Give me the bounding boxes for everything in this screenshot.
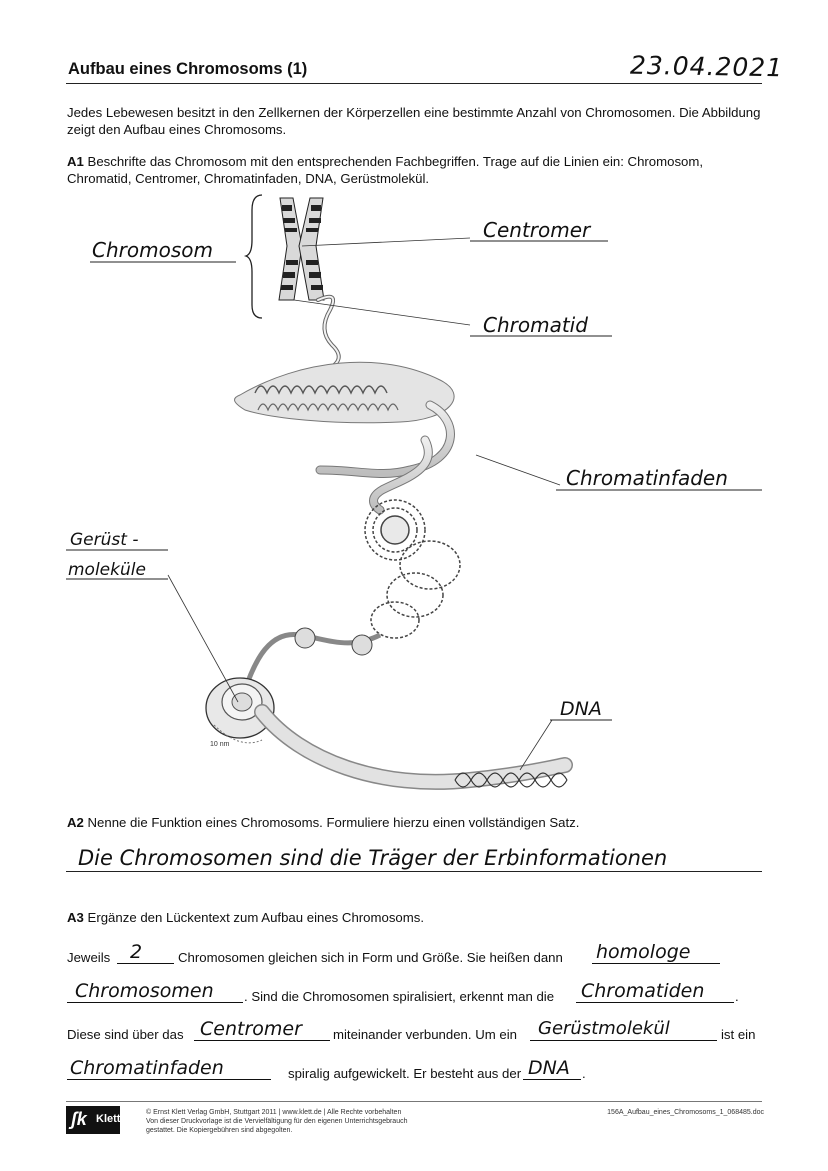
a3-l4-t2: . [582,1066,586,1081]
a2-answer: Die Chromosomen sind die Träger der Erbinformationen [78,846,668,870]
a3-l2-t2: . [735,989,739,1004]
label-chromatinfaden: Chromatinfaden [566,466,728,490]
a3-answer-8: DNA [528,1057,570,1079]
a3-blank-4[interactable] [576,1002,734,1003]
a3-blank-2[interactable] [592,963,720,964]
footer-filename: 156A_Aufbau_eines_Chromosoms_1_068485.doc [607,1109,764,1116]
a3-l4-t1: spiralig aufgewickelt. Er besteht aus der [288,1066,522,1081]
a3-answer-3: Chromosomen [75,980,214,1002]
label-geruest-2: moleküle [68,560,146,580]
a3-l2-t1: . Sind die Chromosomen spiralisiert, erkennt man die [244,989,555,1004]
task-a3 [67,909,767,926]
a3-blank-7[interactable] [67,1079,271,1080]
task-a3-label: A3 [67,910,84,925]
klett-logo-mark: ʃk [71,1109,87,1129]
a2-answer-line [66,871,762,872]
task-a2 [67,814,767,831]
label-chromatid: Chromatid [483,313,588,337]
a3-answer-6: Gerüstmolekül [538,1018,670,1039]
a3-answer-5: Centromer [200,1018,302,1040]
a3-l3-t1: Diese sind über das [67,1027,184,1042]
task-a1-text: Beschrifte das Chromosom mit den entsprechenden Fachbegriffen. Trage auf die Linien ein: Chromosom, Chromatid, Centromer, Chromatinfaden, DNA, Gerüstmolekül. [67,154,704,186]
chromosome-x-shape [279,198,324,300]
label-dna: DNA [560,698,602,720]
chromosome-brace [246,195,262,318]
a3-answer-2: homologe [596,941,691,963]
a3-l3-t3: ist ein [721,1027,756,1042]
klett-logo [66,1106,120,1134]
label-chromosom: Chromosom [92,238,213,262]
footer-line-1: © Ernst Klett Verlag GmbH, Stuttgart 2011 | www.klett.de | Alle Rechte vorbehalten [146,1109,402,1116]
task-a1-label: A1 [67,154,84,169]
a3-l1-t1: Jeweils [67,950,111,965]
footer-rule [66,1101,762,1102]
task-a3-text: Ergänze den Lückentext zum Aufbau eines Chromosoms. [87,910,424,925]
a3-blank-6[interactable] [530,1040,717,1041]
label-geruest-1: Gerüst - [70,530,139,550]
a3-answer-4: Chromatiden [581,980,705,1002]
solenoid-coil [365,500,460,638]
a3-blank-5[interactable] [194,1040,330,1041]
page-title: Aufbau eines Chromosoms (1) [68,60,308,78]
chromosome-diagram [0,180,828,810]
a3-blank-3[interactable] [67,1002,243,1003]
a3-answer-7: Chromatinfaden [70,1057,224,1079]
footer-line-3: gestattet. Die Kopiergebühren sind abgegolten. [146,1127,293,1134]
klett-logo-text: Klett [96,1113,121,1125]
a3-l1-t2: Chromosomen gleichen sich in Form und Größe. Sie heißen dann [178,950,563,965]
a3-l3-t2: miteinander verbunden. Um ein [333,1027,517,1042]
task-a2-label: A2 [67,815,84,830]
task-a2-text: Nenne die Funktion eines Chromosoms. Formuliere hierzu einen vollständigen Satz. [87,815,580,830]
scale-label: 10 nm [210,741,230,748]
header-rule [66,83,762,84]
footer-copyright [146,1108,446,1135]
footer-line-2: Von dieser Druckvorlage ist die Vervielfältigung für den eigenen Unterrichtsgebrauch [146,1118,408,1125]
handwritten-date: 23.04.2021 [629,50,784,83]
a3-blank-1[interactable] [117,963,174,964]
label-centromer: Centromer [483,218,591,242]
a3-answer-1: 2 [130,941,143,963]
intro-text: Jedes Lebewesen besitzt in den Zellkernen der Körperzellen eine bestimmte Anzahl von Chromosomen. Die Abbildung zeigt den Aufbau eines Chromosoms. [67,105,761,137]
a3-blank-8[interactable] [523,1079,581,1080]
